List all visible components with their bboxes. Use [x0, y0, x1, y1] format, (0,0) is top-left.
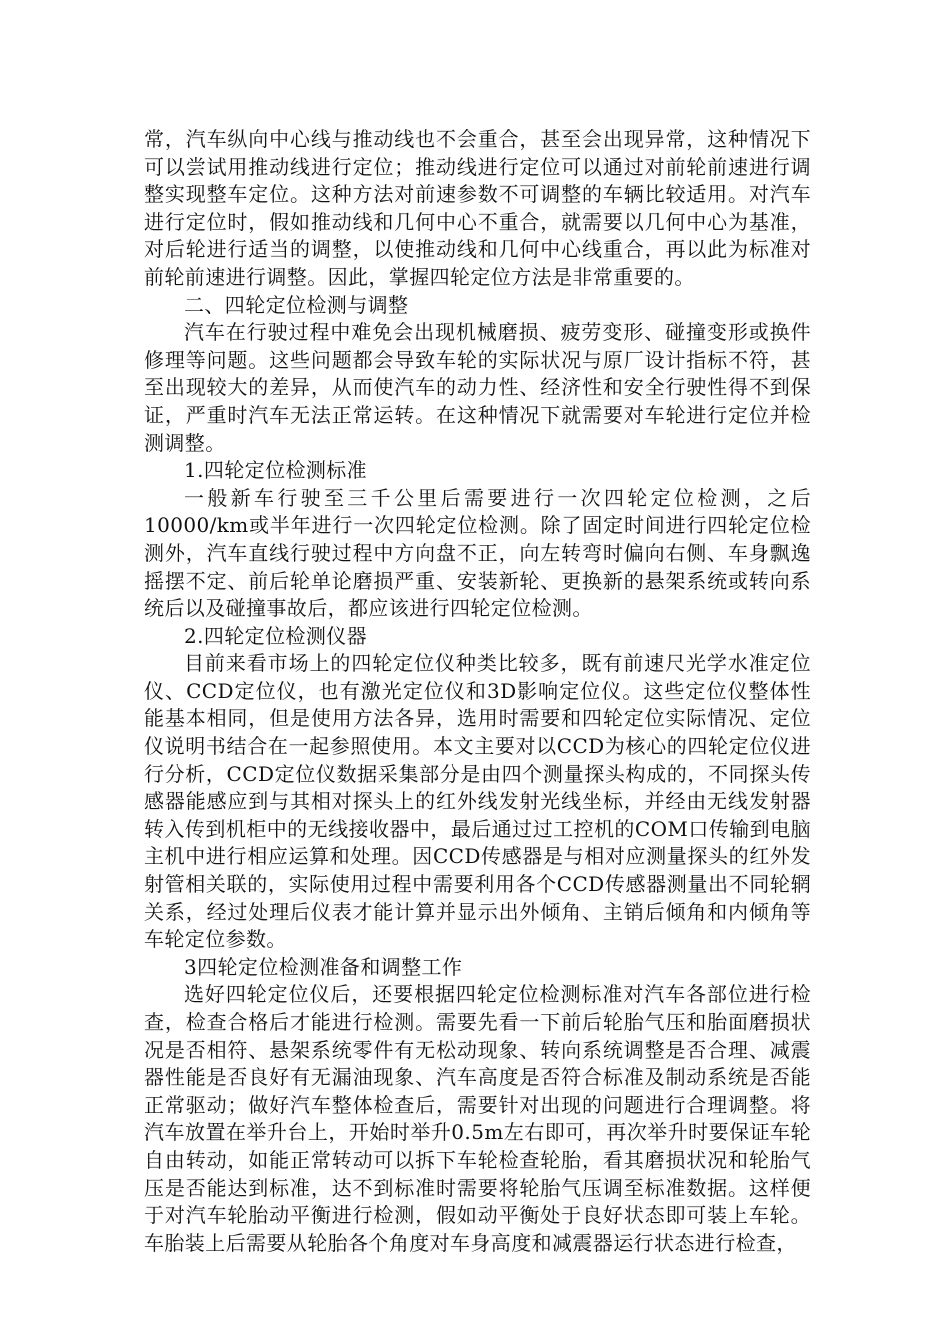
- subsection-heading-1: 1.四轮定位检测标准: [184, 458, 368, 483]
- section-heading-2: 二、四轮定位检测与调整: [184, 292, 409, 317]
- paragraph: 一般新车行驶至三千公里后需要进行一次四轮定位检测，之后10000/km或半年进行一次四轮定位检测。除了固定时间进行四轮定位检测外，汽车直线行驶过程中方向盘不正，向左转弯时偏向右侧、车身飘逸摇摆不定、前后轮单论磨损严重、安装新轮、更换新的悬架系统或转向系统后以及碰撞事故后，都应该进行四轮定位检测。: [144, 485, 811, 621]
- subsection-heading-2: 2.四轮定位检测仪器: [184, 623, 368, 648]
- paragraph: 选好四轮定位仪后，还要根据四轮定位检测标准对汽车各部位进行检查，检查合格后才能进行检测。需要先看一下前后轮胎气压和胎面磨损状况是否相符、悬架系统零件有无松动现象、转向系统调整是否合理、减震器性能是否良好有无漏油现象、汽车高度是否符合标准及制动系统是否能正常驱动；做好汽车整体检查后，需要针对出现的问题进行合理调整。将汽车放置在举升台上，开始时举升0.5m左右即可，再次举升时要保证车轮自由转动，如能正常转动可以拆下车轮检查轮胎，看其磨损状况和轮胎气压是否能达到标准，达不到标准时需要将轮胎气压调至标准数据。这样便于对汽车轮胎动平衡进行检测，假如动平衡处于良好状态即可装上车轮。车胎装上后需要从轮胎各个角度对车身高度和减震器运行状态进行检查，: [144, 982, 811, 1255]
- paragraph: 目前来看市场上的四轮定位仪种类比较多，既有前速尺光学水准定位仪、CCD定位仪，也有激光定位仪和3D影响定位仪。这些定位仪整体性能基本相同，但是使用方法各异，选用时需要和四轮定位实际情况、定位仪说明书结合在一起参照使用。本文主要对以CCD为核心的四轮定位仪进行分析，CCD定位仪数据采集部分是由四个测量探头构成的，不同探头传感器能感应到与其相对探头上的红外线发射光线坐标，并经由无线发射器转入传到机柜中的无线接收器中，最后通过过工控机的COM口传输到电脑主机中进行相应运算和处理。因CCD传感器是与相对应测量探头的红外发射管相关联的，实际使用过程中需要利用各个CCD传感器测量出不同轮辋关系，经过处理后仪表才能计算并显示出外倾角、主销后倾角和内倾角等车轮定位参数。: [144, 651, 811, 952]
- paragraph-continued: 常，汽车纵向中心线与推动线也不会重合，甚至会出现异常，这种情况下可以尝试用推动线进行定位；推动线进行定位可以通过对前轮前速进行调整实现整车定位。这种方法对前速参数不可调整的车辆比较适用。对汽车进行定位时，假如推动线和几何中心不重合，就需要以几何中心为基准，对后轮进行适当的调整，以使推动线和几何中心线重合，再以此为标准对前轮前速进行调整。因此，掌握四轮定位方法是非常重要的。: [144, 127, 811, 289]
- document-body: [144, 126, 811, 1257]
- subsection-heading-3: 3四轮定位检测准备和调整工作: [184, 954, 463, 979]
- paragraph: 汽车在行驶过程中难免会出现机械磨损、疲劳变形、碰撞变形或换件修理等问题。这些问题都会导致车轮的实际状况与原厂设计指标不符，甚至出现较大的差异，从而使汽车的动力性、经济性和安全行驶性得不到保证，严重时汽车无法正常运转。在这种情况下就需要对车轮进行定位并检测调整。: [144, 320, 811, 455]
